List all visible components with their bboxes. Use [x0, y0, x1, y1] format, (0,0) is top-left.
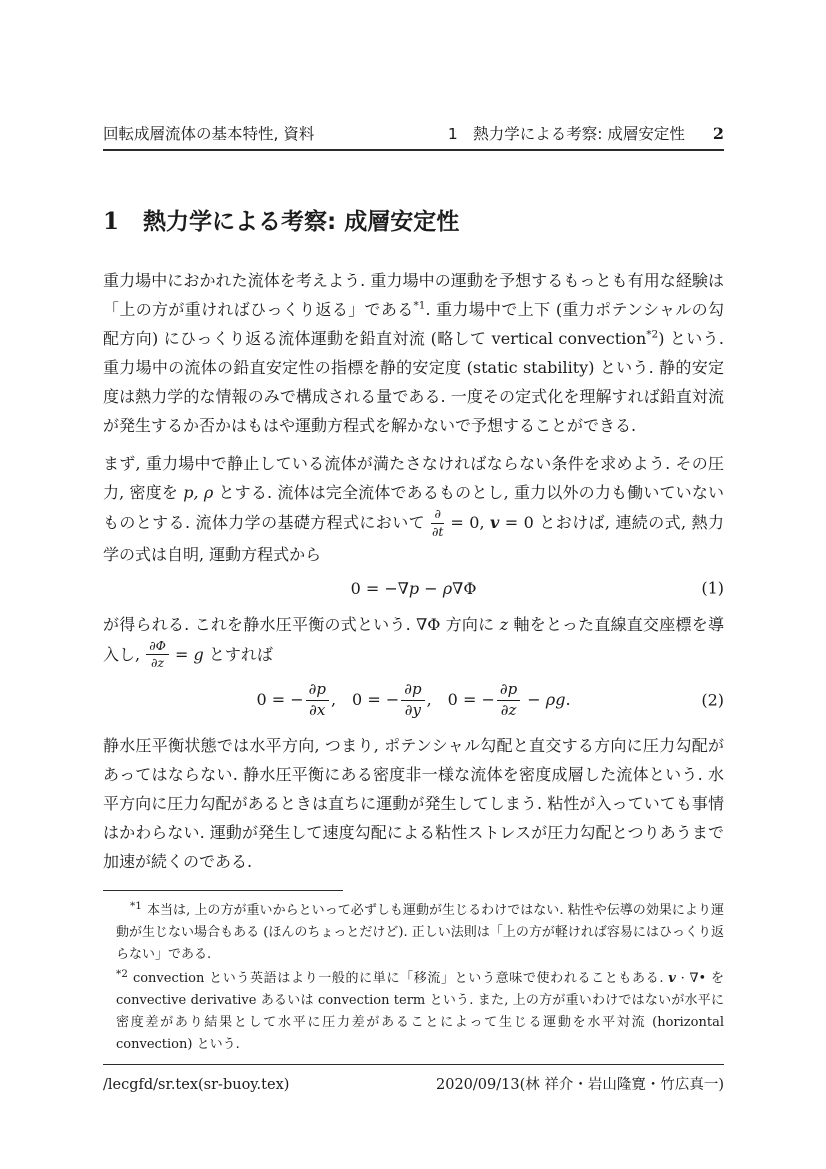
header-page-number: 2 [712, 124, 724, 143]
paragraph-setup [103, 449, 724, 569]
footnote-1-marker: *1 [130, 900, 142, 913]
paragraph-text: 軸をとった直線直交座標を導入し, [103, 614, 724, 664]
footer-file-path: /lecgfd/sr.tex(sr-buoy.tex) [103, 1077, 290, 1094]
footnote-rule [103, 890, 343, 891]
paragraph-text: が得られる. これを静水圧平衡の式という. ∇Φ 方向に [103, 614, 500, 634]
fraction-denominator: ∂z [151, 655, 165, 671]
paragraph-text: = 0, [444, 512, 491, 532]
fraction-numerator: ∂p [497, 681, 520, 701]
fraction-numerator: ∂p [306, 681, 329, 701]
math-var-p-rho: p, ρ [183, 483, 214, 502]
footnote-1 [103, 900, 724, 966]
footnote-2-marker: *2 [116, 968, 128, 981]
inline-fraction-dphidz [146, 639, 169, 672]
math-text: 0 = −∇ [350, 578, 409, 598]
fraction-denominator: ∂z [500, 700, 517, 719]
fraction-numerator: ∂ [431, 507, 443, 524]
equation-2-label: (2) [701, 690, 724, 710]
equation-body [256, 680, 571, 719]
footnote-2 [103, 968, 724, 1056]
footnote-text: · ∇• を convective derivative あるいは convection term という. また, 上の方が重いわけではないが水平に密度差があり結果として水平に圧力差があることによって生じる運動を水平対流 (horizontal convection) という. [116, 971, 725, 1053]
paragraph-text: = [169, 644, 194, 664]
fraction-denominator: ∂y [404, 700, 422, 719]
paragraph-text: とすれば [203, 644, 273, 664]
paragraph-discussion: 静水圧平衡状態では水平方向, つまり, ポテンシャル勾配と直交する方向に圧力勾配があってはならない. 静水圧平衡にある密度非一様な流体を密度成層した流体という. 水平方向に圧力勾配があるときは直ちに運動が発生してしまう. 粘性が入っていても事情はかわらない. 運動が発生して速度勾配による粘性ストレスが圧力勾配とつりあうまで加速が続くのである. [103, 736, 724, 872]
footnote-ref-2: *2 [646, 328, 659, 341]
paragraph-text: = 0 とおけば, 連続の式, 熱力学の式は自明, 運動方程式から [103, 512, 724, 564]
fraction-dpdz [497, 681, 520, 719]
paragraph-text: ) という. 重力場中の流体の鉛直安定性の指標を静的安定度 (static stability) という. 静的安定度は熱力学的な情報のみで構成される量である. 一度その定式化を理解すれば鉛直対流が発生するか否かはもはや運動方程式を解かないで予想することができる. [103, 329, 724, 435]
header-left-title: 回転成層流体の基本特性, 資料 [103, 125, 315, 143]
paragraph-text: まず, 重力場中で静止している流体が満たさなければならない条件を求めよう. その圧力, 密度を [103, 454, 724, 502]
header-rule [103, 149, 724, 151]
fraction-denominator: ∂t [431, 523, 444, 539]
math-var-rho: ρ [442, 578, 453, 598]
math-text: − [522, 689, 546, 709]
equation-body [351, 579, 477, 598]
fraction-denominator: ∂x [309, 700, 326, 719]
equation-2 [103, 681, 724, 719]
page-footer [103, 1065, 724, 1094]
math-var-rho-g: ρg [545, 689, 566, 709]
math-text: , 0 = − [330, 689, 400, 709]
paragraph-text: . 重力場中で上下 (重力ポテンシャルの勾配方向) にひっくり返る流体運動を鉛直対流 (略して vertical convection [103, 300, 724, 348]
footnote-text: convection という英語はより一般的に単に「移流」という意味で使われることもある. [132, 971, 669, 987]
paragraph-intro [103, 266, 724, 440]
equation-1-label: (1) [701, 578, 724, 598]
paragraph-hydrostatic [103, 610, 724, 672]
footnote-ref-1: *1 [413, 299, 426, 312]
running-header [103, 122, 724, 144]
math-text: 0 = − [256, 689, 304, 709]
header-section-title: 1 熱力学による考察: 成層安定性 [447, 125, 685, 143]
section-title: 熱力学による考察: 成層安定性 [143, 209, 460, 235]
math-var-g: g [193, 644, 204, 664]
paragraph-text: とする. 流体は完全流体であるものとし, 重力以外の力も働いていないものとする. 流体力学の基礎方程式において [103, 483, 725, 532]
math-var-v: v [490, 512, 500, 532]
footnote-text: 本当は, 上の方が重いからといって必ずしも運動が生じるわけではない. 粘性や伝導の効果により運動が生じない場合もある (ほんのちょっとだけど). 正しい法則は「上の方が軽ければ容易にはひっくり返らない」である. [116, 903, 724, 963]
fraction-dpdx [306, 681, 329, 719]
math-text: ∇Φ [452, 578, 477, 598]
paragraph-text: 重力場中におかれた流体を考えよう. 重力場中の運動を予想するもっとも有用な経験は「上の方が重ければひっくり返る」である [103, 271, 724, 319]
inline-fraction-ddt [431, 507, 443, 540]
fraction-dpdy [401, 681, 424, 719]
fraction-numerator: ∂p [401, 681, 424, 701]
math-text: . [565, 689, 571, 709]
math-var-p: p [408, 578, 420, 598]
footer-date-authors: 2020/09/13(林 祥介・岩山隆寛・竹広真一) [436, 1077, 724, 1094]
section-heading [103, 203, 724, 236]
equation-1 [103, 579, 724, 598]
section-number: 1 [103, 208, 120, 235]
math-var-v: v [668, 971, 676, 987]
fraction-numerator: ∂Φ [146, 639, 169, 656]
math-var-z: z [499, 614, 509, 634]
math-text: , 0 = − [426, 689, 495, 709]
math-text: − [419, 578, 443, 598]
